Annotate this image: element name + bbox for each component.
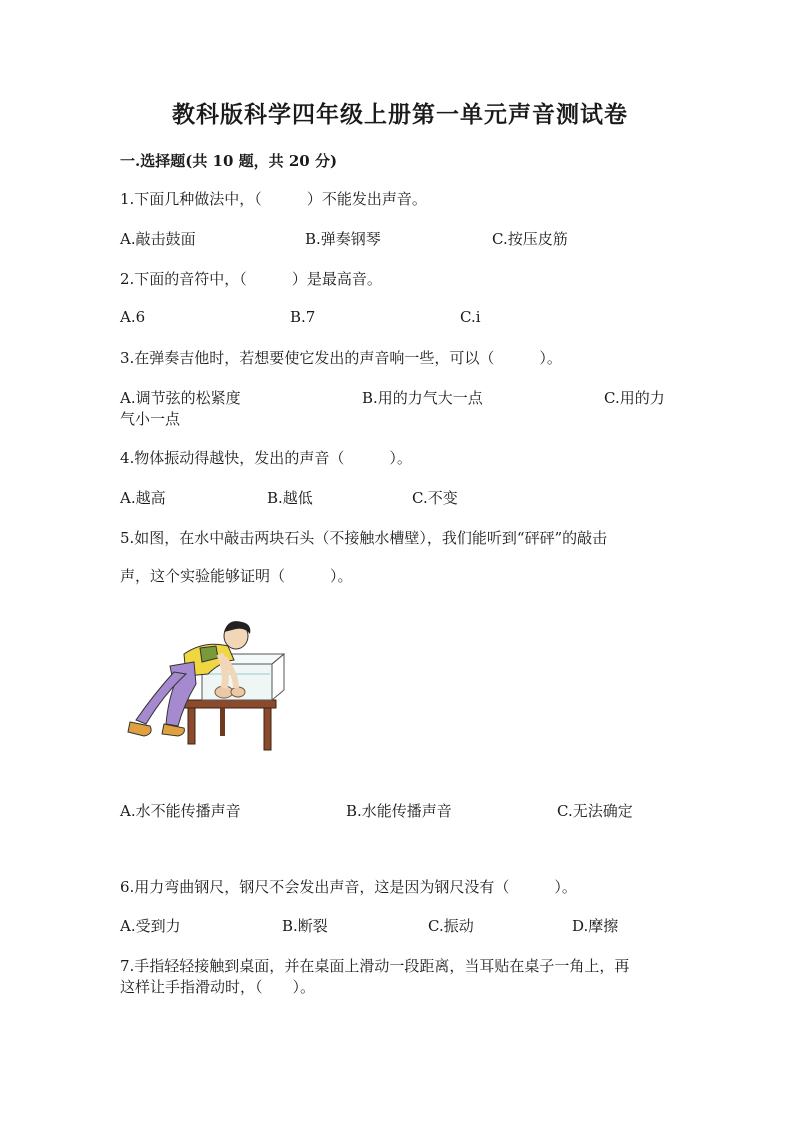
section-heading: 一.选择题(共 10 题，共 20 分) [120,152,338,170]
question-6-option-a: A.受到力 [120,917,181,935]
question-4-option-a: A.越高 [120,489,166,507]
question-4-stem: 4.物体振动得越快，发出的声音（ ）。 [120,449,412,467]
question-6-option-c: C.振动 [428,917,474,935]
question-2-option-b: B.7 [290,308,316,326]
question-2-option-a: A.6 [120,308,146,326]
question-5-stem-continued: 声，这个实验能够证明（ ）。 [120,567,353,585]
question-2-stem: 2.下面的音符中，（ ）是最高音。 [120,270,382,288]
question-5-stem: 5.如图，在水中敲击两块石头（不接触水槽壁），我们能听到“砰砰”的敲击 [120,529,608,547]
question-1-option-c: C.按压皮筋 [492,230,568,248]
page-title: 教科版科学四年级上册第一单元声音测试卷 [172,101,628,128]
question-5-option-b: B.水能传播声音 [346,802,452,820]
question-6-option-d: D.摩擦 [572,917,619,935]
question-6-stem: 6.用力弯曲钢尺，钢尺不会发出声音，这是因为钢尺没有（ ）。 [120,878,577,896]
question-7-stem-continued: 这样让手指滑动时，（ ）。 [120,978,316,996]
question-7-stem: 7.手指轻轻接触到桌面，并在桌面上滑动一段距离，当耳贴在桌子一角上，再 [120,957,630,975]
question-1-stem: 1.下面几种做法中，（ ）不能发出声音。 [120,190,427,208]
question-6-option-b: B.断裂 [282,917,328,935]
question-3-stem: 3.在弹奏吉他时，若想要使它发出的声音响一些，可以（ ）。 [120,349,562,367]
question-4-option-b: B.越低 [267,489,313,507]
experiment-illustration [124,614,286,756]
question-5-option-c: C.无法确定 [557,802,633,820]
question-5-option-a: A.水不能传播声音 [120,802,241,820]
question-2-option-c: C.i [460,308,481,326]
question-3-option-b: B.用的力气大一点 [362,389,483,407]
question-3-option-c: C.用的力 [604,389,665,407]
question-1-option-b: B.弹奏钢琴 [305,230,381,248]
question-1-option-a: A.敲击鼓面 [120,230,196,248]
question-3-option-a: A.调节弦的松紧度 [120,389,241,407]
question-4-option-c: C.不变 [412,489,458,507]
question-3-option-c-continued: 气小一点 [120,410,181,428]
